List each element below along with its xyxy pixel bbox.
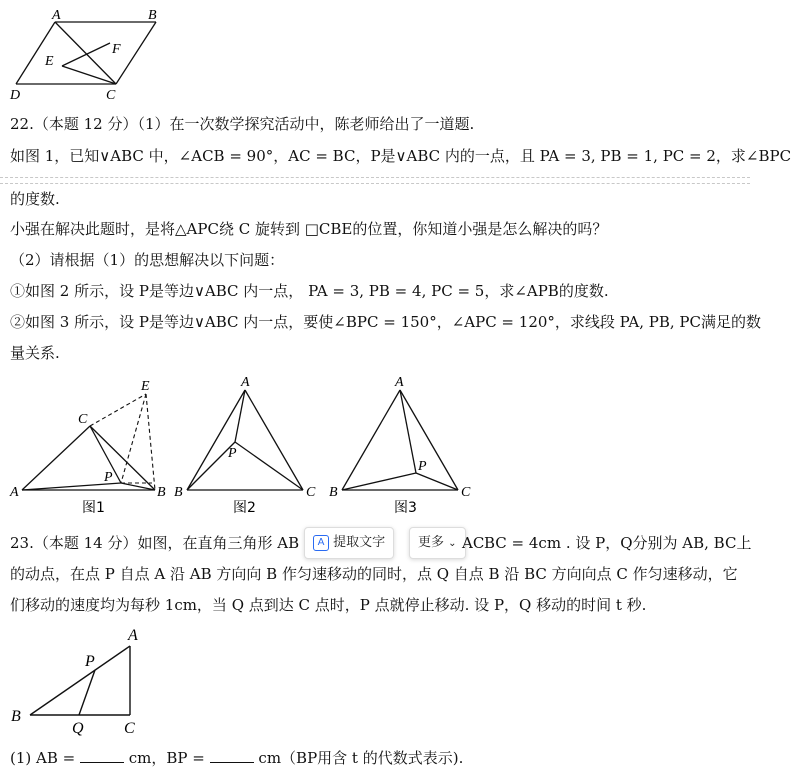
- figure-3: [325, 370, 485, 520]
- fig3-label-A: A: [395, 375, 404, 390]
- more-button[interactable]: [409, 527, 466, 559]
- q22-line4: （2）请根据（1）的思想解决以下问题：: [10, 251, 285, 269]
- fig1-caption: 图1: [82, 500, 105, 516]
- fig1-label-A: A: [10, 485, 19, 500]
- q22-line1: 如图 1，已知∨ABC 中，∠ACB = 90°，AC = BC，P是∨ABC 内的一点，且 PA = 3, PB = 1, PC = 2，求∠BPC: [10, 147, 791, 165]
- figure-2: [170, 370, 330, 520]
- top-label-C: C: [106, 88, 116, 103]
- q23-figure: [0, 620, 160, 745]
- q23-line1-end: BC = 4cm . 设 P，Q分别为 AB, BC上: [484, 534, 752, 552]
- figure-1: [0, 370, 180, 520]
- top-figure: [0, 0, 180, 105]
- q23-label-C: C: [124, 720, 135, 737]
- extract-text-label: 提取文字: [333, 535, 386, 550]
- answer-blank-bp[interactable]: [210, 748, 254, 763]
- q23-line2: 的动点，在点 P 自点 A 沿 AB 方向向 B 作匀速移动的同时，点 Q 自点 B 沿 BC 方向向点 C 作匀速移动，它: [10, 565, 738, 583]
- top-label-E: E: [45, 54, 54, 69]
- top-label-F: F: [112, 42, 121, 57]
- page-divider: [0, 177, 750, 178]
- fig2-label-P: P: [228, 446, 237, 461]
- q22-line2: 的度数.: [10, 190, 60, 208]
- q23-label-A: A: [128, 627, 138, 644]
- q23-label-P: P: [85, 653, 95, 670]
- q23-line1-fragment: AC: [462, 534, 485, 552]
- q22-line5: ①如图 2 所示，设 P是等边∨ABC 内一点， PA = 3, PB = 4, PC = 5，求∠APB的度数.: [10, 282, 609, 300]
- q22-line7: 量关系.: [10, 344, 60, 362]
- top-label-D: D: [10, 88, 21, 103]
- extract-text-button[interactable]: [304, 527, 394, 559]
- answer-blank-ab[interactable]: [80, 748, 124, 763]
- q22-line3: 小强在解决此题时，是将△APC绕 C 旋转到 □CBE的位置，你知道小强是怎么解决的吗？: [10, 220, 608, 238]
- fig1-label-C: C: [78, 412, 88, 427]
- text-extract-icon: A: [313, 535, 329, 551]
- q23-line1-start: 23.（本题 14 分）如图，在直角三角形 AB: [10, 534, 300, 552]
- q23-sub1-part-b: cm，BP =: [128, 749, 205, 767]
- more-label: 更多: [418, 535, 445, 550]
- fig2-label-A: A: [241, 375, 250, 390]
- page-divider: [0, 183, 750, 184]
- fig1-label-E: E: [141, 379, 150, 394]
- fig1-label-B: B: [157, 485, 166, 500]
- fig3-label-P: P: [418, 459, 427, 474]
- fig3-caption: 图3: [394, 500, 417, 516]
- chevron-down-icon: ⌄: [448, 538, 457, 549]
- q23-label-Q: Q: [72, 720, 84, 737]
- fig2-caption: 图2: [233, 500, 256, 516]
- q23-sub1: [10, 748, 463, 768]
- q22-heading: 22.（本题 12 分）（1）在一次数学探究活动中，陈老师给出了一道题.: [10, 115, 475, 133]
- q23-sub1-part-a: (1) AB =: [10, 749, 76, 767]
- q23-sub1-part-c: cm（BP用含 t 的代数式表示).: [258, 749, 464, 767]
- fig3-label-C: C: [461, 485, 471, 500]
- q22-line6: ②如图 3 所示，设 P是等边∨ABC 内一点，要使∠BPC = 150°，∠APC = 120°，求线段 PA, PB, PC满足的数: [10, 313, 761, 331]
- top-label-A: A: [52, 8, 61, 23]
- fig3-label-B: B: [329, 485, 338, 500]
- q23-label-B: B: [11, 708, 21, 725]
- fig2-label-C: C: [306, 485, 316, 500]
- fig1-label-P: P: [104, 470, 113, 485]
- fig2-label-B: B: [174, 485, 183, 500]
- top-label-B: B: [148, 8, 157, 23]
- q23-line3: 们移动的速度均为每秒 1cm，当 Q 点到达 C 点时，P 点就停止移动. 设 P，Q 移动的时间 t 秒.: [10, 596, 647, 614]
